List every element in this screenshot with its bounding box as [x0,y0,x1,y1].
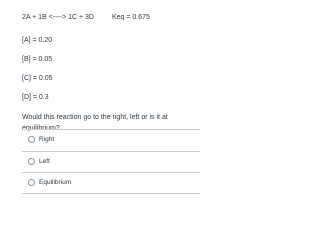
radio-button-icon[interactable] [28,158,35,165]
concentration-b: [B] = 0.05 [22,56,53,63]
answer-option-left[interactable] [22,152,200,172]
radio-button-icon[interactable] [28,136,35,143]
answer-label: Equilibrium [39,179,72,186]
concentration-c: [C] = 0.05 [22,75,53,82]
answer-label: Left [39,158,50,165]
reaction-equation-line [22,13,150,22]
reaction-equation: 2A + 1B <----> 1C + 3D [22,14,94,21]
radio-button-icon[interactable] [28,179,35,186]
answer-label: Right [39,136,55,143]
concentration-a: [A] = 0.20 [22,37,53,44]
answer-option-equilibrium[interactable] [22,173,200,193]
concentration-d: [D] = 0.3 [22,94,49,101]
answer-option-right[interactable] [22,130,200,150]
answer-divider [22,193,200,194]
question-prompt: Would this reaction go to the right, left or is it at [22,114,168,121]
equilibrium-constant: Keq = 0.675 [111,14,150,21]
